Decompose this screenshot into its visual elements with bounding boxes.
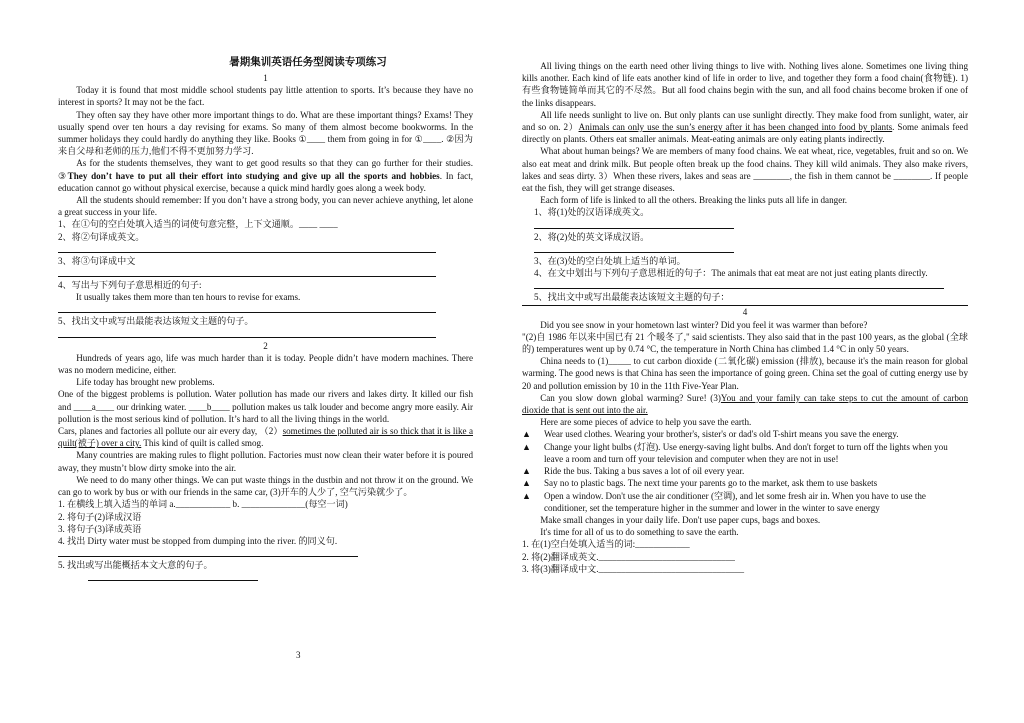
answer-line[interactable] bbox=[58, 329, 436, 338]
question-2-2: 2. 将句子(2)译成汉语 bbox=[58, 511, 142, 522]
question-1-2: 2、将②句译成英文。 bbox=[58, 231, 145, 242]
question-3-5: 5、找出文中或写出最能表达该短文主题的句子： bbox=[534, 292, 730, 303]
answer-line[interactable] bbox=[58, 304, 436, 313]
question-1-5: 5、找出文中或写出最能表达该短文主题的句子。 bbox=[58, 316, 254, 327]
answer-line[interactable] bbox=[58, 244, 436, 253]
answer-line[interactable] bbox=[534, 244, 734, 253]
passage-2-paragraph-2: Life today has brought new problems. bbox=[76, 377, 215, 388]
advice-item bbox=[522, 465, 968, 477]
passage-4-paragraph-7: It's time for all of us to do something to save the earth. bbox=[540, 527, 739, 538]
answer-line[interactable] bbox=[58, 548, 358, 557]
question-4-1: 1. 在(1)空白处填入适当的词:____________ bbox=[522, 539, 690, 550]
question-3-2: 2、将(2)处的英文译成汉语。 bbox=[534, 231, 650, 242]
passage-3-paragraph-2: All life needs sunlight to live on. But only plants can use sunlight directly. They make food from sunlight, water, air and so on. 2）Animals can only use the sun’s energy after it has been changed into food by plants. Some animals feed directly on plants. Others eat smaller animals. Meat-eating animals are only eating plants indirectly. bbox=[522, 109, 969, 145]
question-4-2: 2. 将(2)翻译成英文.______________________________ bbox=[522, 551, 735, 562]
passage-4-paragraph-5: Here are some pieces of advice to help you save the earth. bbox=[540, 417, 752, 428]
passage-2-paragraph-5: Many countries are making rules to flight pollution. Factories must now clean their water before it is poured away, they mustn’t blow dirty smoke into the air. bbox=[58, 450, 473, 473]
question-2-1: 1. 在横线上填入适当的单词 a.____________ b. ______________(每空一词) bbox=[58, 499, 348, 510]
passage-number-4: 4 bbox=[522, 305, 968, 318]
left-column bbox=[58, 60, 473, 583]
answer-line[interactable] bbox=[58, 268, 436, 277]
answer-line[interactable] bbox=[88, 572, 258, 581]
answer-line[interactable] bbox=[534, 220, 734, 229]
advice-text: Say no to plastic bags. The next time your parents go to the market, ask them to use baskets bbox=[544, 478, 878, 489]
question-4-3: 3. 将(3)翻译成中文.________________________________ bbox=[522, 563, 745, 574]
passage-1-paragraph-3: As for the students themselves, they want to get good results so that they can go further for their studies. ③They don’t have to put all their effort into studying and give up all the sports and hobbies. In fact, education cannot go without physical exercise, because a quick mind hardly goes along a week body. bbox=[58, 158, 473, 193]
advice-item bbox=[522, 477, 968, 489]
question-1-4: 4、写出与下列句子意思相近的句子: bbox=[58, 280, 202, 291]
question-1-4-sentence: It usually takes them more than ten hours to revise for exams. bbox=[76, 292, 301, 303]
triangle-bullet-icon: ▲ bbox=[522, 490, 532, 501]
passage-4-paragraph-6: Make small changes in your daily life. Don't use paper cups, bags and boxes. bbox=[540, 514, 821, 525]
triangle-bullet-icon: ▲ bbox=[522, 478, 532, 489]
passage-2-paragraph-6: We need to do many other things. We can put waste things in the dustbin and not throw it on the ground. We can go to work by bus or with our friends in the same car, (3)开车的人少了, 空气污染就少了。 bbox=[58, 474, 473, 498]
passage-2-paragraph-1: Hundreds of years ago, life was much harder than it is today. People didn’t have modern machines. There was no modern medicine, either. bbox=[58, 352, 473, 376]
advice-text: Change your light bulbs (灯泡). Use energy-saving light bulbs. And don't forget to turn off the lights when you leave a room and turn off your television and computer when they are not in use! bbox=[544, 441, 948, 464]
advice-text: Open a window. Don't use the air conditioner (空调), and let some fresh air in. When you have to use the conditioner, set the temperature higher in the summer and lower in the winter to save energy bbox=[544, 490, 926, 513]
question-2-3: 3. 将句子(3)译成英语 bbox=[58, 523, 142, 534]
passage-4-paragraph-1: Did you see snow in your hometown last winter? Did you feel it was warmer than before? bbox=[540, 319, 868, 330]
advice-text: Wear used clothes. Wearing your brother's, sister's or dad's old T-shirt means you save the energy. bbox=[544, 429, 899, 440]
passage-1-paragraph-1: Today it is found that most middle school students pay little attention to sports. It’s because they have no interest in sports? It may not be the fact. bbox=[58, 85, 473, 108]
passage-4-paragraph-2: "(2)自 1986 年以来中国已有 21 个暖冬了," said scientists. They also said that in the past 100 years, as the global (全球的) temperatures went up by 0.74 °C, the temperature in North China has climbed 1.4 °C in only 50 years. bbox=[522, 331, 968, 355]
question-1-1: 1、在①句的空白处填入适当的词使句意完整，上下文通顺。____ ____ bbox=[58, 219, 338, 230]
advice-list bbox=[522, 428, 968, 513]
passage-3-paragraph-4: Each form of life is linked to all the others. Breaking the links puts all life in danger. bbox=[540, 195, 848, 206]
passage-2-paragraph-4: Cars, planes and factories all pollute our air every day, （2）sometimes the polluted air is so thick that it is like a quilt(被子) over a city. This kind of quilt is called smog. bbox=[58, 426, 473, 449]
passage-4-paragraph-4: Can you slow down global warming? Sure! (3)You and your family can take steps to cut the amount of carbon dioxide that is sent out into the air. bbox=[522, 392, 968, 416]
passage-2-paragraph-3: One of the biggest problems is pollution. Water pollution has made our rivers and lakes dirty. It killed our fish and ____a____ our drinking water. ____b____ pollution makes us talk louder and become angry more easily. Air pollution is the most serious kind of pollution. It’s hard to all the living things in the world. bbox=[58, 389, 473, 424]
passage-1-paragraph-4: All the students should remember: If you don’t have a strong body, you can never achieve anything, let alone a great success in your life. bbox=[58, 195, 473, 218]
right-column bbox=[522, 60, 968, 575]
advice-text: Ride the bus. Taking a bus saves a lot of oil every year. bbox=[544, 466, 745, 477]
answer-line[interactable] bbox=[534, 280, 944, 289]
passage-number-1: 1 bbox=[263, 73, 268, 83]
passage-1-paragraph-2: They often say they have other more important things to do. What are these important things? Exams! They usually spend over ten hours a day revising for exams. So many of them almost become bookworms. In the summer holidays they could hardly do anything they like. Books ①____ them from going in for ①____. ②因为来自父母和老师的压力,他们不得不更加努力学习. bbox=[58, 109, 473, 157]
page-title: 暑期集训英语任务型阅读专项练习 bbox=[229, 57, 387, 68]
triangle-bullet-icon: ▲ bbox=[522, 429, 532, 440]
passage-3-paragraph-3: What about human beings? We are members of many food chains. We eat wheat, rice, vegetables, fruit and so on. We also eat meat and drink milk. But people often break up the food chains. They kill wild animals. They also make rivers, lakes and seas dirty. 3）When these rivers, lakes and seas are ________, the fish in them cannot be ________. If people eat the fish, they will get strange diseases. bbox=[522, 146, 968, 194]
advice-item bbox=[522, 441, 968, 465]
passage-3-paragraph-1: All living things on the earth need other living things to live with. Nothing lives alone. Sometimes one living thing kills another. Each kind of life eats another kind of life in order to live, and together they form a food chain(食物链). 1) 有些食物链简单而其它的不尽然。But all food chains begin with the sun, and all food chains become broken if one of the links disappears. bbox=[522, 61, 968, 108]
question-2-5: 5. 找出或写出能概括本文大意的句子。 bbox=[58, 560, 213, 571]
page-number: 3 bbox=[296, 650, 301, 660]
advice-item bbox=[522, 490, 968, 514]
question-3-1: 1、将(1)处的汉语译成英文。 bbox=[534, 207, 650, 218]
passage-number-2: 2 bbox=[263, 340, 268, 351]
question-1-3: 3、将③句译成中文 bbox=[58, 255, 136, 266]
question-3-3: 3、在(3)处的空白处填上适当的单词。 bbox=[534, 255, 686, 266]
advice-item bbox=[522, 428, 968, 440]
passage-4-paragraph-3: China needs to (1)_____ to cut carbon dioxide (二氧化碳) emission (排放), because it's the main reason for global warming. The good news is that China has seen the importance of going green. China set the goal of cutting energy use by 20 and pollution emission by 10 in the 11th Five-Year Plan. bbox=[522, 356, 968, 391]
question-2-4: 4. 找出 Dirty water must be stopped from dumping into the river. 的同义句. bbox=[58, 535, 338, 546]
question-3-4: 4、在文中划出与下列句子意思相近的句子：The animals that eat meat are not just eating plants directly. bbox=[534, 268, 928, 279]
triangle-bullet-icon: ▲ bbox=[522, 441, 532, 452]
triangle-bullet-icon: ▲ bbox=[522, 466, 532, 477]
